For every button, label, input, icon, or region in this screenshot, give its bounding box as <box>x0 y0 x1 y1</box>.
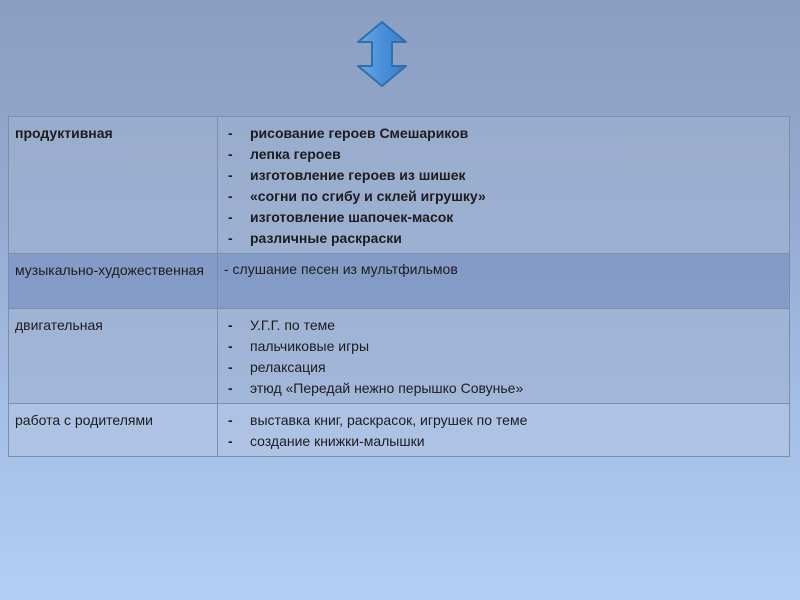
list-item: - этюд «Передай нежно перышко Совунье» <box>224 378 783 399</box>
list-item: - изготовление шапочек-масок <box>224 207 783 228</box>
category-label: работа с родителями <box>15 412 153 428</box>
table-row <box>9 404 790 457</box>
activities-table <box>8 116 790 457</box>
category-label: продуктивная <box>15 125 113 141</box>
category-label: двигательная <box>15 317 103 333</box>
category-cell <box>9 404 218 457</box>
list-item: - выставка книг, раскрасок, игрушек по теме <box>224 410 783 431</box>
list-item: - У.Г.Г. по теме <box>224 315 783 336</box>
activity-list-cell <box>218 309 790 404</box>
list-item: - релаксация <box>224 357 783 378</box>
list-item: - «согни по сгибу и склей игрушку» <box>224 186 783 207</box>
activity-list <box>224 123 783 249</box>
activity-text: - слушание песен из мультфильмов <box>224 261 458 277</box>
table-row <box>9 117 790 254</box>
list-item: - лепка героев <box>224 144 783 165</box>
activity-list-cell <box>218 117 790 254</box>
table-row <box>9 254 790 309</box>
up-down-arrow-icon <box>356 20 408 88</box>
list-item: - рисование героев Смешариков <box>224 123 783 144</box>
list-item: - пальчиковые игры <box>224 336 783 357</box>
activity-list <box>224 315 783 399</box>
list-item: - создание книжки-малышки <box>224 431 783 452</box>
activity-list-cell <box>218 254 790 309</box>
list-item: - изготовление героев из шишек <box>224 165 783 186</box>
category-cell <box>9 254 218 309</box>
activity-list <box>224 410 783 452</box>
category-cell <box>9 309 218 404</box>
table-row <box>9 309 790 404</box>
activity-list-cell <box>218 404 790 457</box>
category-label: музыкально-художественная <box>15 262 204 278</box>
list-item: - различные раскраски <box>224 228 783 249</box>
category-cell <box>9 117 218 254</box>
